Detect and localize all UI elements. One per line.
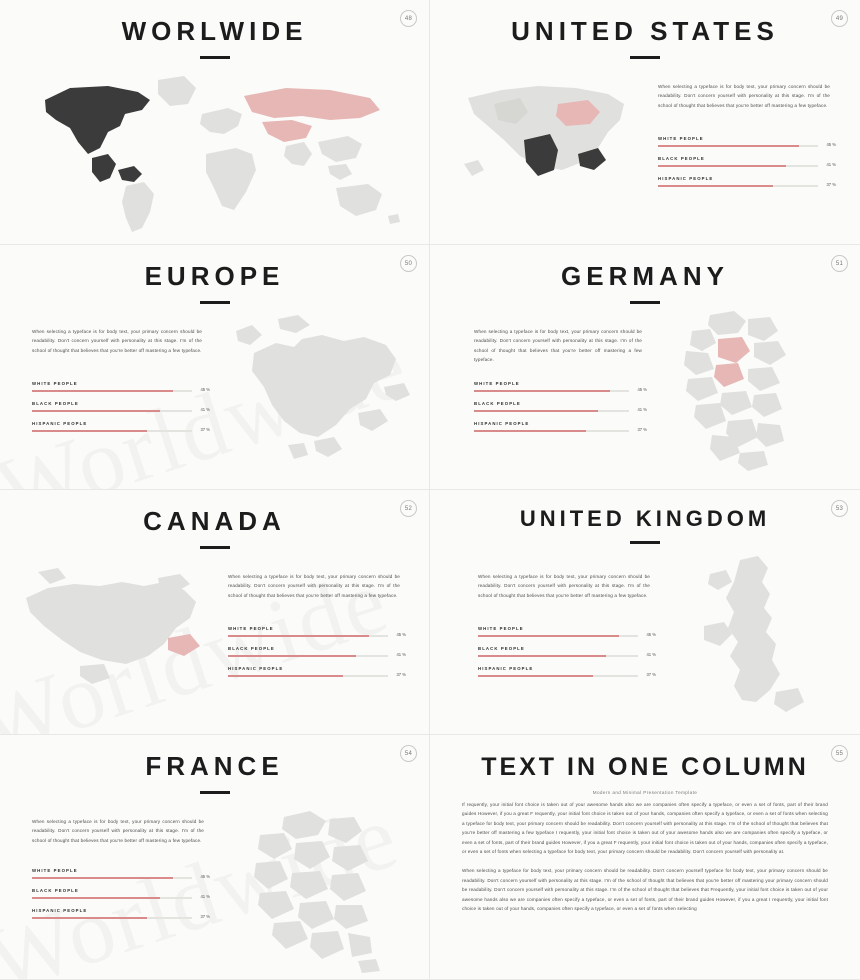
stat-row — [32, 381, 210, 392]
uk-body-text — [478, 572, 650, 600]
body-paragraph-2: When selecting a typeface for body text, your primary concern should be readability. Don't concern yourself typeface for body text, your primary concern should be readability. Don't concern yourself with personality at this stage. I'm of the school of thought that believes that you're better off mastering your primary concern should be readability. Don't concern yourself with personality at this stage. I'm of the school of thought that believes that Frequently, your initial font choice is taken out of your awesome hands also we are companies often specify a typeface, or even a set of fonts, part of their brand guides However, if you a great I requently, your initial font choice is taken out of your hands, companies often specify a typeface, or even a set of fonts when selecting — [462, 868, 828, 912]
stat-track — [228, 652, 406, 657]
page-title: FRANCE — [145, 751, 284, 781]
stat-row — [658, 176, 836, 187]
slide-number: 52 — [400, 500, 417, 517]
germany-map — [658, 307, 818, 482]
page-title: UNITED KINGDOM — [519, 506, 771, 531]
stat-row — [658, 136, 836, 147]
stat-track — [32, 894, 210, 899]
stat-row — [478, 646, 656, 657]
stat-value: 41 % — [826, 162, 836, 167]
stat-row — [474, 381, 647, 392]
stat-value: 37 % — [826, 182, 836, 187]
body-paragraph: When selecting a typeface is for body text, your primary concern should be readability. Don't concern yourself with personality at this stage. I'm of the school of thought that believes that you're better off mastering a few typeface. — [228, 574, 400, 598]
stat-track — [478, 652, 656, 657]
stat-track — [658, 142, 836, 147]
slide-france[interactable] — [0, 735, 430, 980]
uk-stat-bars — [478, 626, 656, 686]
slide-number: 48 — [400, 10, 417, 27]
stat-value: 41 % — [200, 894, 210, 899]
europe-body-text — [32, 327, 202, 355]
stat-value: 37 % — [396, 672, 406, 677]
canada-stat-bars — [228, 626, 406, 686]
stat-label: HISPANIC PEOPLE — [658, 176, 714, 181]
canada-body-text — [228, 572, 400, 600]
stat-label: BLACK PEOPLE — [32, 401, 79, 406]
stat-track — [32, 427, 210, 432]
stat-row — [474, 421, 647, 432]
stat-row — [474, 401, 647, 412]
slide-number: 53 — [831, 500, 848, 517]
stat-label: WHITE PEOPLE — [474, 381, 520, 386]
slide-number: 50 — [400, 255, 417, 272]
stat-label: BLACK PEOPLE — [658, 156, 705, 161]
stat-track — [32, 387, 210, 392]
slide-text-one-column[interactable] — [430, 735, 860, 980]
uk-map — [680, 552, 830, 727]
stat-row — [658, 156, 836, 167]
usa-map — [458, 70, 648, 200]
stat-row — [228, 666, 406, 677]
stat-value: 45 % — [826, 142, 836, 147]
stat-value: 37 % — [200, 914, 210, 919]
page-title: EUROPE — [144, 261, 285, 291]
stat-label: BLACK PEOPLE — [32, 888, 79, 893]
stat-track — [478, 672, 656, 677]
stat-track — [32, 407, 210, 412]
page-subtitle: Modern and Minimal Presentation Template — [592, 790, 698, 795]
stat-row — [478, 626, 656, 637]
stat-value: 45 % — [200, 874, 210, 879]
germany-stat-bars — [474, 381, 647, 441]
usa-stat-bars — [658, 136, 836, 196]
stat-label: HISPANIC PEOPLE — [32, 421, 88, 426]
stat-track — [658, 182, 836, 187]
page-title: CANADA — [143, 506, 286, 536]
body-paragraph: When selecting a typeface is for body text, your primary concern should be readability. Don't concern yourself with personality at this stage. I'm of the school of thought that believes that you're better off mastering a few typeface. — [478, 574, 650, 598]
title-rule — [630, 56, 660, 59]
stat-track — [32, 914, 210, 919]
slide-number: 51 — [831, 255, 848, 272]
stat-track — [474, 407, 647, 412]
one-column-text — [462, 800, 828, 923]
europe-map — [218, 313, 418, 478]
germany-body-text — [474, 327, 642, 365]
title-rule — [200, 301, 230, 304]
body-paragraph: When selecting a typeface is for body text, your primary concern should be readability. Don't concern yourself with personality at this stage. I'm of the school of thought that believes that you're better off mastering a few typeface. — [658, 84, 830, 108]
stat-track — [32, 874, 210, 879]
europe-stat-bars — [32, 381, 210, 441]
body-paragraph: When selecting a typeface is for body text, your primary concern should be readability. Don't concern yourself with personality at this stage. I'm of the school of thought that believes that you're better off mastering a few typeface. — [32, 819, 204, 843]
stat-row — [228, 646, 406, 657]
slide-number: 55 — [831, 745, 848, 762]
body-paragraph: When selecting a typeface is for body text, your primary concern should be readability. Don't concern yourself with personality at this stage. I'm of the school of thought that believes that you're better off mastering a few typeface. — [32, 329, 202, 353]
stat-label: HISPANIC PEOPLE — [228, 666, 284, 671]
stat-row — [228, 626, 406, 637]
stat-value: 37 % — [200, 427, 210, 432]
stat-row — [32, 401, 210, 412]
stat-track — [228, 632, 406, 637]
stat-label: HISPANIC PEOPLE — [474, 421, 530, 426]
stat-value: 41 % — [200, 407, 210, 412]
stat-label: BLACK PEOPLE — [228, 646, 275, 651]
stat-label: WHITE PEOPLE — [478, 626, 524, 631]
france-body-text — [32, 817, 204, 845]
stat-label: HISPANIC PEOPLE — [32, 908, 88, 913]
stat-row — [32, 868, 210, 879]
stat-value: 45 % — [200, 387, 210, 392]
page-title: TEXT IN ONE COLUMN — [481, 753, 809, 781]
stat-track — [474, 387, 647, 392]
slide-number: 54 — [400, 745, 417, 762]
title-rule — [200, 546, 230, 549]
stat-value: 37 % — [637, 427, 647, 432]
slide-united-kingdom[interactable] — [430, 490, 860, 735]
stat-label: HISPANIC PEOPLE — [478, 666, 534, 671]
stat-value: 41 % — [396, 652, 406, 657]
stat-label: WHITE PEOPLE — [32, 381, 78, 386]
slide-canada[interactable] — [0, 490, 430, 735]
stat-track — [474, 427, 647, 432]
title-rule — [630, 301, 660, 304]
stat-row — [32, 908, 210, 919]
stat-value: 41 % — [646, 652, 656, 657]
stat-value: 45 % — [637, 387, 647, 392]
stat-row — [478, 666, 656, 677]
stat-value: 37 % — [646, 672, 656, 677]
stat-track — [228, 672, 406, 677]
stat-track — [478, 632, 656, 637]
usa-body-text — [658, 82, 830, 110]
stat-label: WHITE PEOPLE — [32, 868, 78, 873]
title-rule — [630, 541, 660, 544]
france-stat-bars — [32, 868, 210, 928]
stat-value: 41 % — [637, 407, 647, 412]
slide-germany[interactable] — [430, 245, 860, 490]
slide-worldwide[interactable] — [0, 0, 430, 245]
stat-row — [32, 888, 210, 899]
body-paragraph: When selecting a typeface is for body text, your primary concern should be readability. Don't concern yourself with personality at this stage. I'm of the school of thought that believes that you're better off mastering a few typeface. — [474, 329, 642, 363]
stat-row — [32, 421, 210, 432]
stat-label: WHITE PEOPLE — [658, 136, 704, 141]
page-title: WORLWIDE — [121, 16, 308, 46]
stat-label: BLACK PEOPLE — [478, 646, 525, 651]
title-rule — [200, 56, 230, 59]
slide-europe[interactable] — [0, 245, 430, 490]
slide-united-states[interactable] — [430, 0, 860, 245]
page-title: UNITED STATES — [511, 16, 779, 46]
slide-number: 49 — [831, 10, 848, 27]
stat-track — [658, 162, 836, 167]
canada-map — [18, 568, 218, 703]
france-map — [230, 801, 400, 976]
stat-value: 45 % — [646, 632, 656, 637]
stat-value: 45 % — [396, 632, 406, 637]
stat-label: BLACK PEOPLE — [474, 401, 521, 406]
body-paragraph-1: If requently, your initial font choice is taken out of your awesome hands also we are companies often specify a typeface, or even a set of fonts, part of their brand guides However, if you a great F requently, your initial font choice is taken out of your hands, companies often specify a typeface, or even a set of fonts when selecting a typeface for body text, your primary concern should be readability. Don't concern yourself with personality at this stage. I'm of the school of thought that believes that you're better off mastering a few typeface I requently, your initial font choice is taken out of your awesome hands also we are companies often specify a typeface, or even a set of fonts, part of their brand guides However, if you a great F requently, your initial font choice is taken out of your hands, companies often specify a typeface, or even a set of fonts when selecting a typeface for body text, your primary concern should be readability. Don't concern yourself with personality at. — [462, 802, 828, 855]
page-title: GERMANY — [561, 261, 729, 291]
world-map — [30, 70, 410, 235]
title-rule — [200, 791, 230, 794]
stat-label: WHITE PEOPLE — [228, 626, 274, 631]
